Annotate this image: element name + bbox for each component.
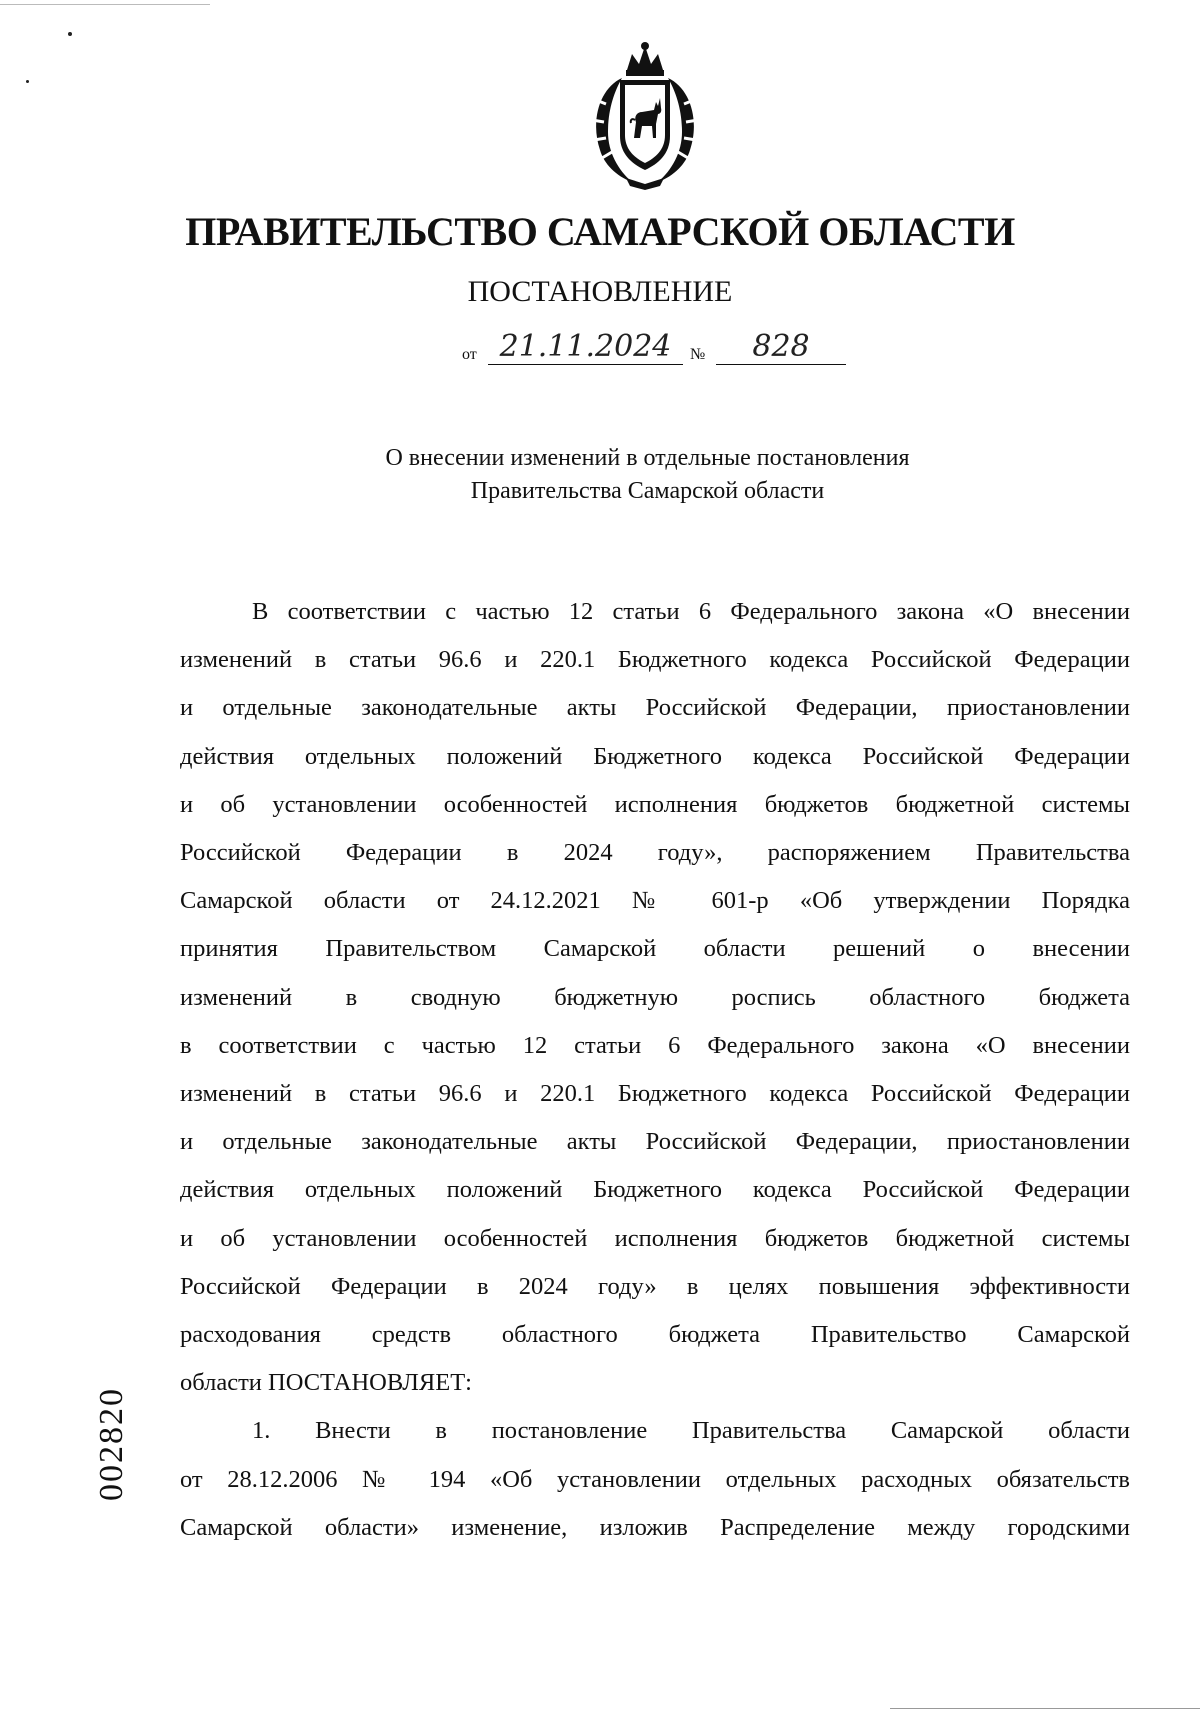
registration-number: 002820 (93, 1387, 130, 1501)
date-prefix: от (462, 346, 477, 363)
body-line: области ПОСТАНОВЛЯЕТ: (180, 1369, 472, 1397)
body-line: действия отдельных положений Бюджетного кодекса Российской Федерации (180, 742, 1130, 770)
body-line: Российской Федерации в 2024 году», распоряжением Правительства (180, 839, 1130, 867)
body-line: изменений в сводную бюджетную роспись областного бюджета (180, 983, 1130, 1011)
body-line: Российской Федерации в 2024 году» в целях повышения эффективности (180, 1272, 1130, 1300)
body-line: и об установлении особенностей исполнения бюджетов бюджетной системы (180, 790, 1130, 818)
number-field: 828 (716, 330, 846, 365)
body-line: в соответствии с частью 12 статьи 6 Федерального закона «О внесении (180, 1031, 1130, 1059)
date-field: 21.11.2024 (488, 330, 683, 365)
number-sign: № (690, 346, 706, 363)
body-line: действия отдельных положений Бюджетного кодекса Российской Федерации (180, 1176, 1130, 1204)
document-subject (0, 442, 1200, 508)
government-title: ПРАВИТЕЛЬСТВО САМАРСКОЙ ОБЛАСТИ (185, 209, 1015, 254)
body-line: 1. Внести в постановление Правительства Самарской области (252, 1417, 1130, 1445)
body-line: изменений в статьи 96.6 и 220.1 Бюджетного кодекса Российской Федерации (180, 646, 1130, 674)
body-line: расходования средств областного бюджета Правительство Самарской (180, 1321, 1130, 1349)
scan-edge-top (0, 4, 210, 5)
body-line: изменений в статьи 96.6 и 220.1 Бюджетного кодекса Российской Федерации (180, 1080, 1130, 1108)
subject-line-2: Правительства Самарской области (470, 478, 825, 504)
scan-speck (26, 80, 29, 83)
body-line: и отдельные законодательные акты Российской Федерации, приостановлении (180, 694, 1130, 722)
body-line: Самарской области» изменение, изложив Распределение между городскими (180, 1513, 1130, 1541)
body-line: и отдельные законодательные акты Российской Федерации, приостановлении (180, 1128, 1130, 1156)
document-type: ПОСТАНОВЛЕНИЕ (467, 275, 733, 308)
body-line: от 28.12.2006 № 194 «Об установлении отдельных расходных обязательств (180, 1465, 1130, 1493)
document-body (180, 588, 1130, 1552)
samara-coat-of-arms-icon (582, 40, 708, 190)
scan-edge-bottom (890, 1708, 1200, 1709)
date-number-line (0, 330, 1200, 370)
body-line: принятия Правительством Самарской области решений о внесении (180, 935, 1130, 963)
body-line: В соответствии с частью 12 статьи 6 Федерального закона «О внесении (252, 598, 1130, 625)
body-line: Самарской области от 24.12.2021 № 601-р «Об утверждении Порядка (180, 887, 1130, 915)
scan-speck (68, 32, 72, 36)
body-line: и об установлении особенностей исполнения бюджетов бюджетной системы (180, 1224, 1130, 1252)
subject-line-1: О внесении изменений в отдельные постановления (385, 445, 910, 471)
